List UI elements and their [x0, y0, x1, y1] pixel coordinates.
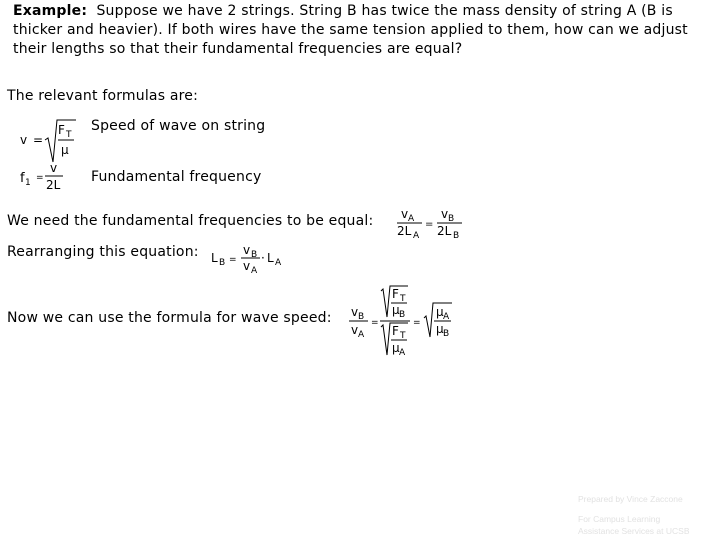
- eq3-va: v: [351, 323, 359, 337]
- example-label: Example:: [13, 3, 88, 19]
- eq1-lhs-den: 2L: [397, 224, 412, 238]
- formula-wave-speed: [18, 116, 78, 166]
- formula-freq-den: 2L: [46, 178, 61, 192]
- eq3-rhs-mu-a: μ: [436, 305, 444, 319]
- eq3-vb: v: [351, 305, 359, 319]
- formula-freq-lhs: f: [20, 171, 25, 186]
- formulas-heading: The relevant formulas are:: [7, 88, 199, 104]
- eq1-rhs-den-sub: B: [453, 231, 460, 241]
- eq2-den: v: [243, 259, 251, 273]
- eq1-rhs-num-sub: B: [448, 214, 455, 224]
- formula-freq-lhs-sub: 1: [25, 178, 31, 188]
- equal-frequencies-text: We need the fundamental frequencies to be equal:: [7, 213, 374, 229]
- eq3-mu-b-sub: B: [399, 310, 406, 320]
- eq3-va-sub: A: [358, 330, 365, 340]
- eq3-ft-bottom: F: [392, 324, 399, 338]
- eq2-den-sub: A: [251, 266, 258, 276]
- eq3-vb-sub: B: [358, 312, 365, 322]
- formula-wave-speed-ratio: [346, 283, 461, 361]
- rearranging-text: Rearranging this equation:: [7, 244, 199, 260]
- formula-freq-num: v: [50, 161, 58, 175]
- eq1-rhs-den: 2L: [437, 224, 452, 238]
- eq1-lhs-num: v: [401, 207, 409, 221]
- eq3-rhs-mu-b: μ: [436, 322, 444, 336]
- formula-freq-eq: =: [36, 173, 44, 183]
- eq2-eq: =: [229, 255, 237, 265]
- formula-equal-frequencies: [395, 205, 470, 241]
- eq3-rhs-mu-b-sub: B: [443, 329, 450, 339]
- formula-speed-num: F: [58, 123, 65, 137]
- eq1-lhs-den-sub: A: [413, 231, 420, 241]
- formula-freq-description: Fundamental frequency: [91, 169, 262, 185]
- eq2-lhs: L: [211, 251, 218, 265]
- eq3-rhs-mu-a-sub: A: [443, 312, 450, 322]
- formula-speed-description: Speed of wave on string: [91, 118, 266, 134]
- eq2-dot: ·: [261, 251, 265, 265]
- eq3-mu-a: μ: [392, 341, 400, 355]
- formula-speed-den: μ: [61, 143, 69, 157]
- eq3-mu-b: μ: [392, 303, 400, 317]
- eq3-eq: =: [371, 318, 379, 328]
- eq3-mu-a-sub: A: [399, 348, 406, 358]
- eq1-rhs-num: v: [441, 207, 449, 221]
- eq1-lhs-num-sub: A: [408, 214, 415, 224]
- eq2-rhs-sub: A: [275, 258, 282, 268]
- eq2-lhs-sub: B: [219, 258, 226, 268]
- eq3-ft-bottom-sub: T: [400, 331, 406, 341]
- formula-speed-num-sub: T: [66, 130, 72, 140]
- credit-author: Prepared by Vince Zaccone: [578, 494, 683, 504]
- eq2-rhs: L: [267, 251, 274, 265]
- eq3-eq2: =: [413, 318, 421, 328]
- example-text: Suppose we have 2 strings. String B has twice the mass density of string A (B is thicker and heavier). If both wires have the same tension applied to them, how can we adjust their lengths so that their fundamental frequencies are equal?: [13, 3, 688, 57]
- eq3-ft-top: F: [392, 287, 399, 301]
- credit-line-3: Assistance Services at UCSB: [578, 526, 690, 536]
- eq1-eq: =: [425, 219, 434, 230]
- formula-speed-lhs: v: [20, 133, 28, 147]
- example-paragraph: [13, 2, 713, 59]
- formula-speed-eq: =: [33, 133, 44, 147]
- formula-fundamental-frequency: [18, 160, 78, 196]
- wave-speed-text: Now we can use the formula for wave speed:: [7, 310, 332, 326]
- eq2-num: v: [243, 243, 251, 257]
- eq3-ft-top-sub: T: [400, 294, 406, 304]
- credit-line-2: For Campus Learning: [578, 514, 661, 524]
- eq2-num-sub: B: [251, 250, 258, 260]
- formula-rearranged: [208, 240, 288, 276]
